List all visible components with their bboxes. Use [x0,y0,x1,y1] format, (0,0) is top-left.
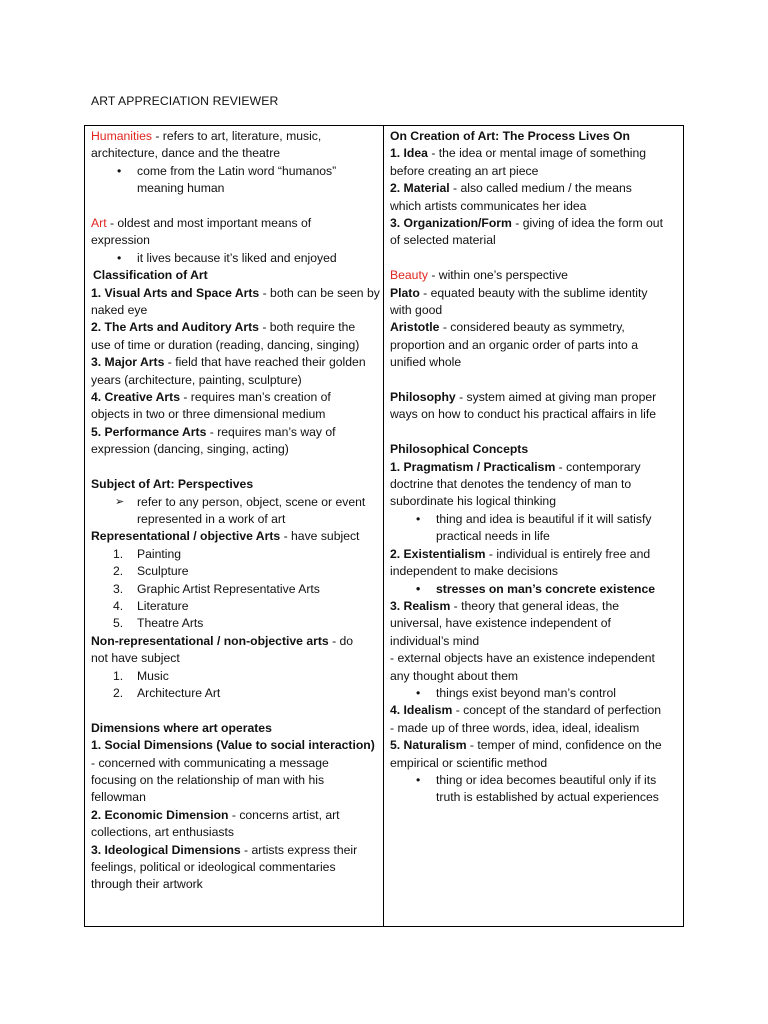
concepts-heading: Philosophical Concepts [390,442,529,457]
humanities-line: Humanities - refers to art, literature, music, [91,129,322,143]
list-item: 5. Theatre Arts [113,616,204,631]
creation-heading: On Creation of Art: The Process Lives On [390,129,630,143]
bullet-item: • come from the Latin word “humanos” [91,163,383,180]
art-line: Art - oldest and most important means of [91,216,312,231]
list-item: 1. Painting [113,546,182,561]
list-item: 4. Literature [113,598,189,613]
bullet-icon: • [416,511,421,526]
bullet-icon: • [117,163,122,178]
list-item: 2. Architecture Art [113,685,221,700]
list-item: 3. Graphic Artist Representative Arts [113,581,320,596]
left-column: Humanities - refers to art, literature, music, architecture, dance and the theatre • come from the Latin word “humanos” meaning human Art - oldest and most important means of expression • it lives because it’s liked and enjoyed Classification of Art 1. Visual Arts and Space Arts - both can be seen by naked eye 2. The Arts and Auditory Arts - both require the use of time or duration (reading, dancing, singing) 3. Major Arts - field that have reached their golden years (architecture, painting, sculpture) 4. Creative Arts - requires man’s creation of objects in two or three dimensional medium 5. Performance Arts - requires man’s way of expression (dancing, singing, acting) Subject of Art: Perspectives ➢ refer to any person, object, scene or event represented in a work of art Representational / objective Arts - have subject 1. Painting 2. Sculpture 3. Graphic Artist Representative Arts 4. Literature 5. Theatre Arts Non-representational / non-objective arts - do not have subject 1. Music 2. Architecture Art Dimensions where art operates 1. Social Dimensions (Value to social interaction) - concerned with communicating a message focusing on the relationship of man with his fellowman 2. Economic Dimension - concerns artist, art collections, art enthusiasts 3. Ideological Dimensions - artists express their feelings, political or ideological commentaries through their artwork [85,126,384,926]
bullet-icon: • [416,685,421,700]
bullet-item: • it lives because it’s liked and enjoyed [91,250,383,267]
bullet-item: • stresses on man’s concrete existence [390,581,683,598]
bullet-icon: • [117,250,122,265]
document-title: ART APPRECIATION REVIEWER [91,94,279,108]
humanities-term: Humanities [91,129,152,143]
bullet-item: • things exist beyond man’s control [390,685,683,702]
bullet-item: • thing and idea is beautiful if it will satisfy [390,511,683,528]
dimensions-heading: Dimensions where art operates [91,720,272,735]
arrow-item: ➢ refer to any person, object, scene or event [91,494,383,511]
beauty-line: Beauty - within one’s perspective [390,268,568,283]
beauty-term: Beauty [390,268,428,283]
reviewer-table [84,125,684,927]
classification-heading: Classification of Art [93,268,208,283]
list-item: 2. Sculpture [113,564,189,579]
list-item: 1. Music [113,668,169,683]
bullet-icon: • [416,772,421,787]
bullet-icon: • [416,581,421,596]
right-column: On Creation of Art: The Process Lives On 1. Idea - the idea or mental image of something before creating an art piece 2. Material - also called medium / the means which artists communicates her idea 3. Organization/Form - giving of idea the form out of selected material Beauty - within one’s perspective Plato - equated beauty with the sublime identity with good Aristotle - considered beauty as symmetry, proportion and an organic order of parts into a unified whole Philosophy - system aimed at giving man proper ways on how to conduct his practical affairs in life Philosophical Concepts 1. Pragmatism / Practicalism - contemporary doctrine that denotes the tendency of man to subordinate his logical thinking • thing and idea is beautiful if it will satisfy practical needs in life 2. Existentialism - individual is entirely free and independent to make decisions • stresses on man’s concrete existence 3. Realism - theory that general ideas, the universal, have existence independent of individual’s mind - external objects have an existence independent any thought about them • things exist beyond man’s control 4. Idealism - concept of the standard of perfection - made up of three words, idea, ideal, idealism 5. Naturalism - temper of mind, confidence on the empirical or scientific method • thing or idea becomes beautiful only if its truth is established by actual experiences [384,126,683,926]
arrow-bullet-icon: ➢ [115,495,125,508]
subject-heading: Subject of Art: Perspectives [91,477,254,492]
art-term: Art [91,216,107,231]
bullet-item: • thing or idea becomes beautiful only if its [390,772,683,789]
